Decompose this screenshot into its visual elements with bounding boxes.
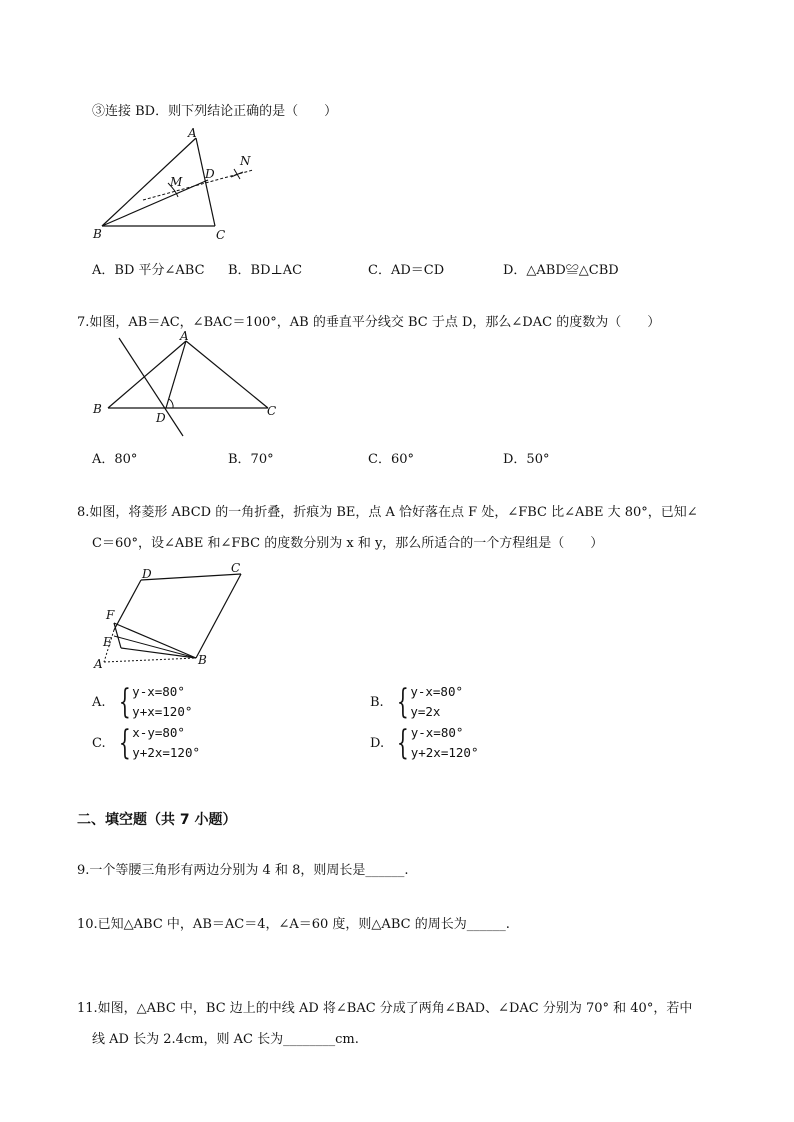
q8-option-a-eq1: y-x=80°	[132, 684, 185, 699]
q8-label-F: F	[106, 608, 115, 622]
q8-label-E: E	[103, 635, 112, 649]
q7-label-A: A	[180, 329, 189, 343]
q8-option-d[interactable]	[370, 723, 478, 763]
q8-label-B: B	[198, 653, 207, 667]
q7-label-D: D	[156, 411, 166, 425]
q8-option-c-eq2: y+2x=120°	[132, 745, 200, 760]
q6-figure	[88, 125, 268, 245]
q8-stem-line1: 8.如图，将菱形 ABCD 的一角折叠，折痕为 BE，点 A 恰好落在点 F 处，∠FBC 比∠ABE 大 80°，已知∠	[77, 505, 698, 520]
q8-option-a[interactable]	[92, 682, 192, 722]
q6-label-A: A	[188, 126, 197, 140]
q6-label-N: N	[240, 154, 251, 168]
q8-option-a-label: A.	[92, 694, 106, 710]
q6-step3: ③连接 BD．则下列结论正确的是（ ）	[92, 104, 338, 119]
brace-icon: {	[396, 723, 409, 763]
q8-label-A: A	[94, 657, 103, 671]
q8-option-d-eq2: y+2x=120°	[410, 745, 479, 760]
q10-text: 10.已知△ABC 中，AB＝AC＝4，∠A＝60 度，则△ABC 的周长为______.	[77, 917, 510, 932]
q6-option-c[interactable]: C．AD＝CD	[368, 263, 445, 278]
q8-option-b-eq1: y-x=80°	[410, 684, 464, 699]
q6-label-B: B	[93, 227, 102, 241]
q7-label-C: C	[267, 404, 277, 418]
q7-option-d[interactable]: D．50°	[503, 452, 550, 467]
q8-label-C: C	[231, 561, 241, 575]
q7-label-B: B	[93, 402, 102, 416]
q6-option-a[interactable]: A．BD 平分∠ABC	[92, 263, 205, 278]
q7-stem: 7.如图，AB＝AC，∠BAC＝100°，AB 的垂直平分线交 BC 于点 D，那么∠DAC 的度数为（ ）	[77, 315, 661, 330]
q6-label-C: C	[216, 228, 226, 242]
brace-icon: {	[118, 723, 131, 763]
q8-stem-line2: C＝60°，设∠ABE 和∠FBC 的度数分别为 x 和 y，那么所适合的一个方程组是（ ）	[92, 536, 604, 551]
q6-label-D: D	[205, 167, 215, 181]
q8-option-c[interactable]	[92, 723, 200, 763]
q9-text: 9.一个等腰三角形有两边分别为 4 和 8，则周长是______.	[77, 863, 409, 878]
q8-option-c-label: C.	[92, 735, 106, 751]
q8-option-b[interactable]	[370, 682, 463, 722]
q11-line2: 线 AD 长为 2.4cm，则 AC 长为________cm.	[92, 1032, 359, 1047]
q7-figure	[88, 328, 288, 443]
brace-icon: {	[396, 682, 409, 722]
q7-option-c[interactable]: C．60°	[368, 452, 414, 467]
q11-line1: 11.如图，△ABC 中，BC 边上的中线 AD 将∠BAC 分成了两角∠BAD、∠DAC 分别为 70° 和 40°，若中	[77, 1001, 693, 1016]
q6-option-b[interactable]: B．BD⊥AC	[228, 263, 303, 278]
q7-option-a[interactable]: A．80°	[92, 452, 138, 467]
q8-option-c-eq1: x-y=80°	[132, 725, 185, 740]
q8-option-a-eq2: y+x=120°	[132, 704, 193, 719]
q8-figure	[88, 558, 263, 673]
q8-option-d-eq1: y-x=80°	[410, 725, 464, 740]
q8-option-b-label: B.	[370, 694, 384, 710]
q8-option-d-label: D.	[370, 735, 385, 751]
q6-label-M: M	[170, 175, 183, 189]
section-title: 二、填空题（共 7 小题）	[77, 812, 237, 828]
q6-option-d[interactable]: D．△ABD≌△CBD	[503, 263, 619, 278]
brace-icon: {	[118, 682, 131, 722]
q8-label-D: D	[142, 567, 152, 581]
q7-option-b[interactable]: B．70°	[228, 452, 274, 467]
q8-option-b-eq2: y=2x	[410, 704, 441, 719]
